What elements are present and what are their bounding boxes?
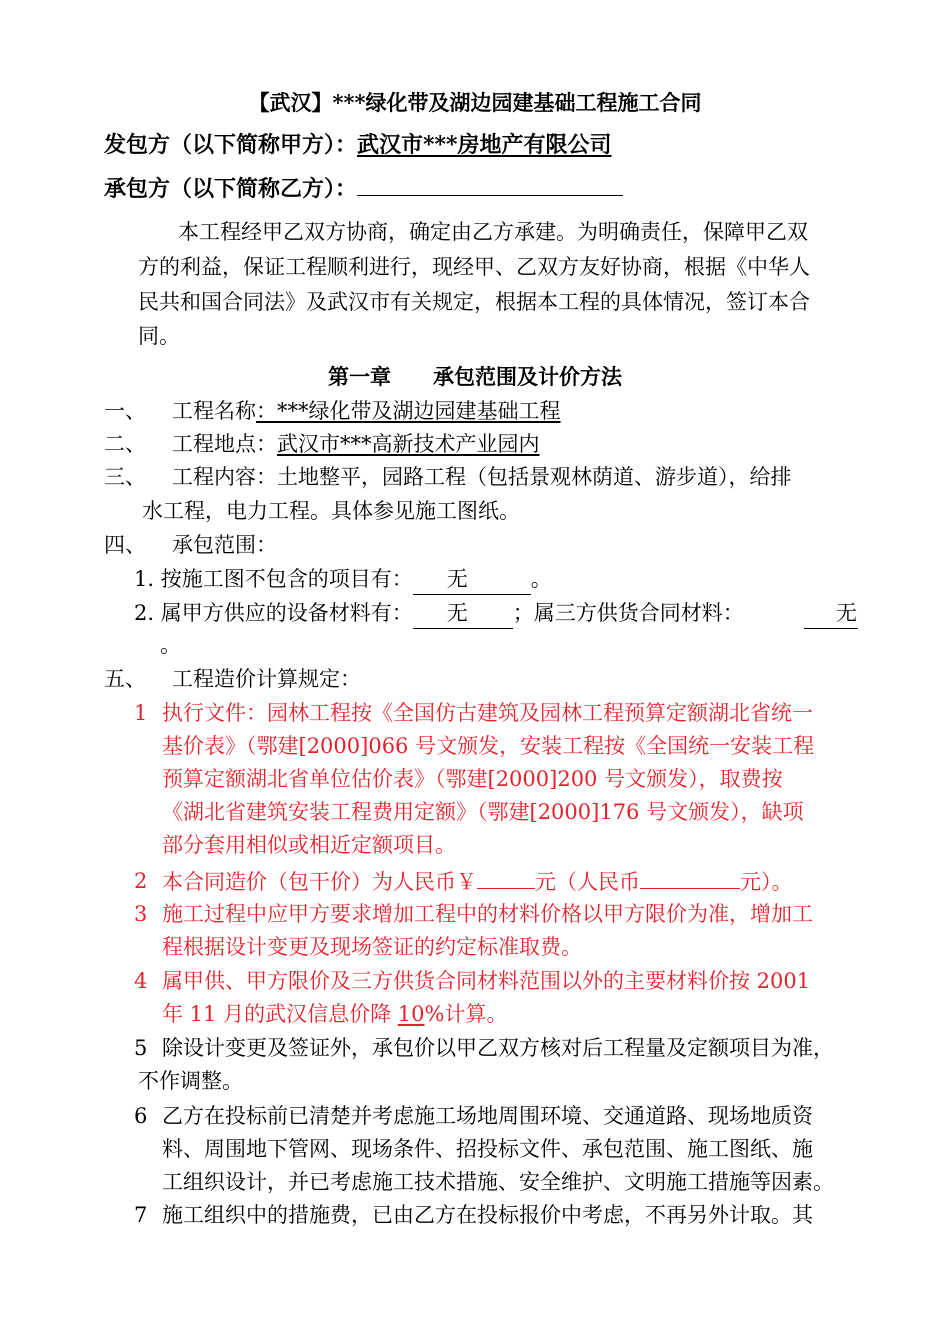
intro-line-4: 同。: [138, 324, 180, 348]
item-2-value-2: [804, 598, 858, 629]
section-4-item-1: [134, 564, 552, 595]
party-a-value: 武汉市***房地产有限公司: [357, 132, 612, 158]
rule-1-num: 1: [134, 701, 148, 725]
rule-1-line-4: 《湖北省建筑安装工程费用定额》（鄂建[2000]176 号文颁发），缺项: [162, 800, 804, 824]
section-1-num: 一、: [104, 399, 146, 423]
section-4-label: 承包范围：: [172, 533, 277, 557]
rule-6-line-3: 工组织设计，并已考虑施工技术措施、安全维护、文明施工措施等因素。: [162, 1170, 834, 1194]
item-1-text: 1. 按施工图不包含的项目有：: [134, 567, 413, 591]
section-2-line: [172, 429, 540, 459]
section-3-num: 三、: [104, 465, 146, 489]
item-2-end: 。: [160, 633, 181, 657]
rule-1-line-1: 执行文件：园林工程按《全国仿古建筑及园林工程预算定额湖北省统一: [162, 701, 813, 725]
rule-5-line-1: 除设计变更及签证外，承包价以甲乙双方核对后工程量及定额项目为准，: [162, 1036, 834, 1060]
rule-2-text-c: 元）。: [740, 870, 793, 894]
rule-6-line-2: 料、周围地下管网、现场条件、招投标文件、承包范围、施工图纸、施: [162, 1137, 813, 1161]
party-a-label: 发包方（以下简称甲方）：: [104, 132, 358, 158]
rule-6-num: 6: [134, 1104, 148, 1128]
rule-2-num: 2: [134, 869, 148, 893]
rule-7-num: 7: [134, 1203, 148, 1227]
section-4-item-2: [134, 598, 744, 629]
rule-5-num: 5: [134, 1036, 148, 1060]
rule-4-discount: 10: [397, 1002, 425, 1026]
intro-line-2: 方的利益，保证工程顺利进行，现经甲、乙双方友好协商，根据《中华人: [138, 255, 810, 279]
rule-4-line-2: [162, 999, 507, 1029]
section-1-line: [172, 396, 561, 426]
section-2-num: 二、: [104, 432, 146, 456]
rule-4-line-1: 属甲供、甲方限价及三方供货合同材料范围以外的主要材料价按 2001: [162, 969, 811, 993]
rule-2-text-b: 元（人民币: [535, 870, 640, 894]
party-b-blank: [357, 173, 623, 196]
section-3-line-1: 工程内容：土地整平，园路工程（包括景观林荫道、游步道），给排: [172, 465, 792, 489]
rule-4-num: 4: [134, 969, 148, 993]
rule-1-line-3: 预算定额湖北省单位估价表》（鄂建[2000]200 号文颁发），取费按: [162, 767, 783, 791]
party-b-label: 承包方（以下简称乙方）：: [104, 176, 358, 202]
item-1-value: 无: [413, 564, 531, 595]
rule-5-line-2: 不作调整。: [138, 1069, 243, 1093]
item-2-text: 2. 属甲方供应的设备材料有：: [134, 601, 413, 625]
rule-2-text-a: 本合同造价（包干价）为人民币￥: [162, 870, 477, 894]
rule-2-line: [162, 866, 793, 897]
chapter-heading: 第一章 承包范围及计价方法: [328, 364, 622, 389]
rule-3-num: 3: [134, 902, 148, 926]
section-3-line-2: 水工程，电力工程。具体参见施工图纸。: [142, 499, 520, 523]
intro-line-3: 民共和国合同法》及武汉市有关规定，根据本工程的具体情况，签订本合: [138, 290, 810, 314]
rule-7-line-1: 施工组织中的措施费，已由乙方在投标报价中考虑，不再另外计取。其: [162, 1203, 813, 1227]
section-1-label: 工程名称: [172, 399, 256, 423]
rule-6-line-1: 乙方在投标前已清楚并考虑施工场地周围环境、交通道路、现场地质资: [162, 1104, 813, 1128]
party-b-line: [104, 173, 623, 204]
section-1-value: ：***绿化带及湖边园建基础工程: [256, 399, 561, 423]
rule-4-text-post: %计算。: [424, 1002, 508, 1026]
item-2-mid: ；属三方供货合同材料：: [512, 601, 744, 625]
party-a-line: [104, 130, 612, 160]
section-5-num: 五、: [104, 667, 146, 691]
item-2-value-2-text: 无: [804, 598, 858, 629]
intro-line-1: 本工程经甲乙双方协商，确定由乙方承建。为明确责任，保障甲乙双: [178, 220, 808, 244]
section-2-label: 工程地点：: [172, 432, 277, 456]
contract-price-words-blank: [640, 866, 740, 889]
rule-3-line-2: 程根据设计变更及现场签证的约定标准取费。: [162, 935, 582, 959]
section-2-value: 武汉市***高新技术产业园内: [277, 432, 540, 456]
section-5-label: 工程造价计算规定：: [172, 667, 361, 691]
rule-1-line-5: 部分套用相似或相近定额项目。: [162, 833, 456, 857]
item-1-end: 。: [530, 567, 552, 591]
rule-1-line-2: 基价表》（鄂建[2000]066 号文颁发，安装工程按《全国统一安装工程: [162, 734, 815, 758]
document-title: 【武汉】***绿化带及湖边园建基础工程施工合同: [248, 90, 702, 115]
item-2-value: 无: [413, 598, 513, 629]
section-4-num: 四、: [104, 533, 146, 557]
contract-price-blank: [477, 866, 535, 889]
rule-4-text-pre: 年 11 月的武汉信息价降: [162, 1002, 398, 1026]
rule-3-line-1: 施工过程中应甲方要求增加工程中的材料价格以甲方限价为准，增加工: [162, 902, 813, 926]
